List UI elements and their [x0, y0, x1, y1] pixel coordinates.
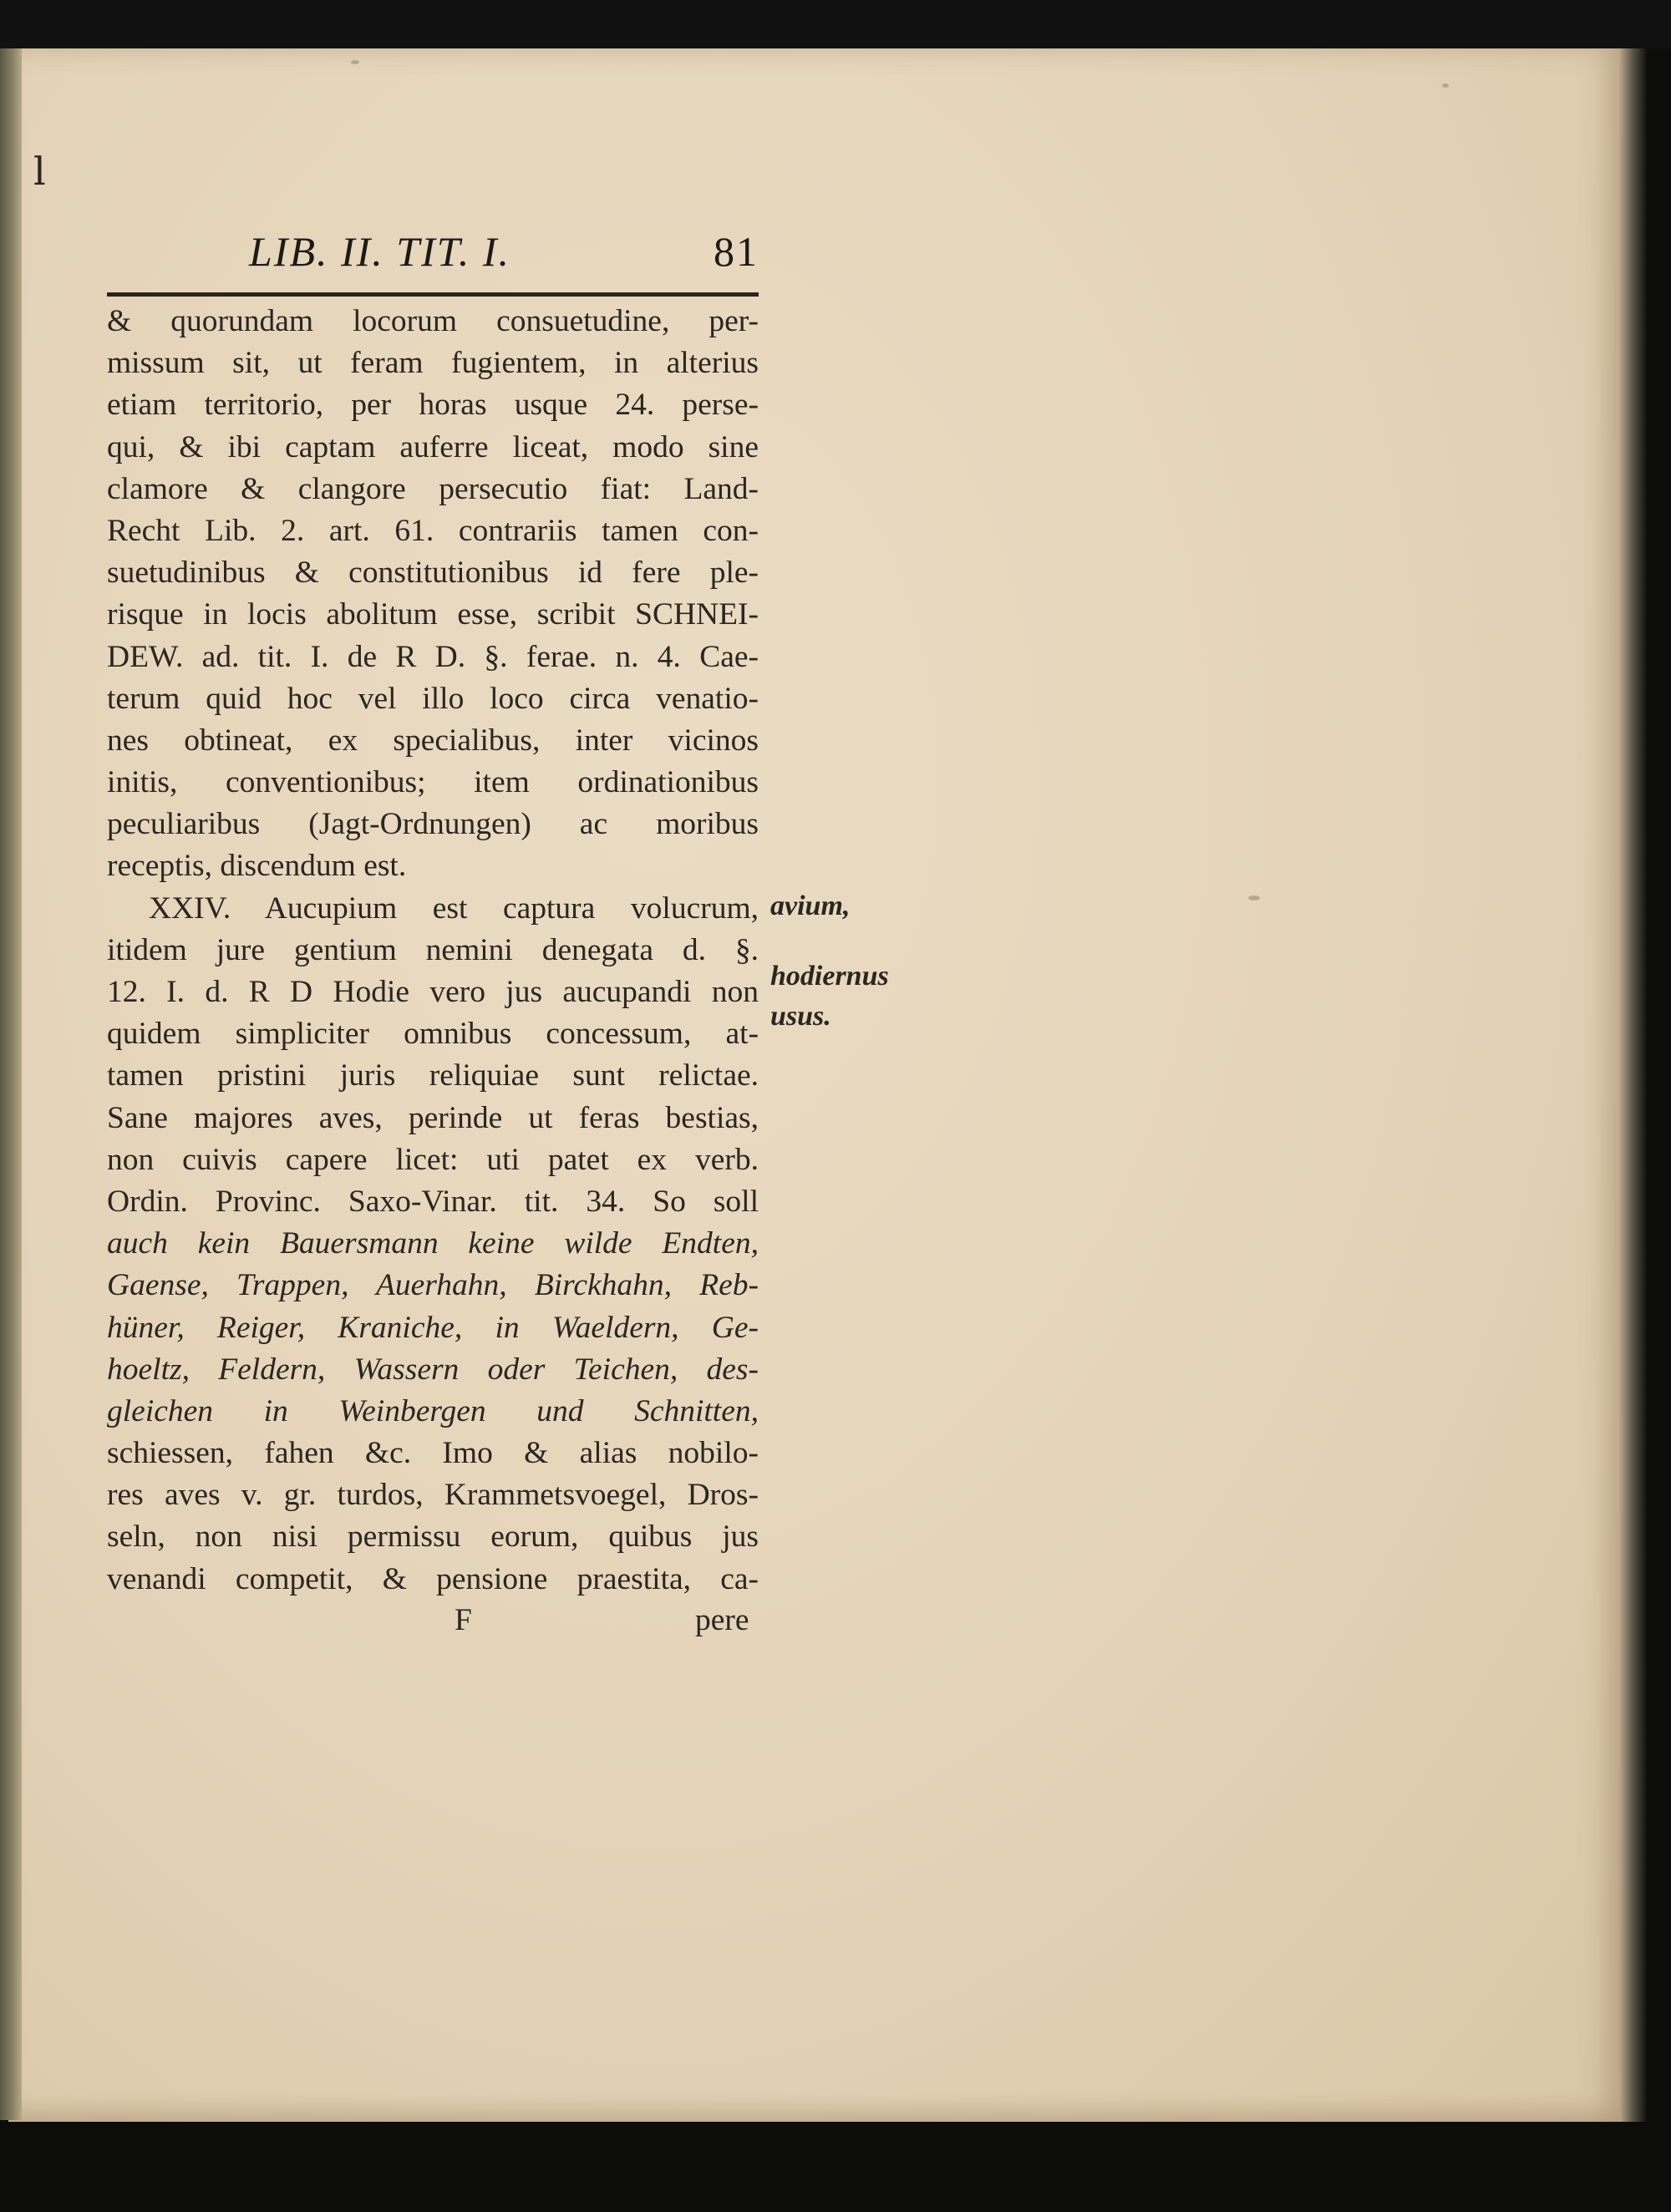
text-line: terum quid hoc vel illo loco circa venatio-	[107, 681, 759, 716]
text-line: suetudinibus & constitutionibus id fere ple-	[107, 556, 759, 591]
text-line: peculiaribus (Jagt-Ordnungen) ac moribus	[107, 807, 759, 842]
paper-speck	[1248, 895, 1260, 901]
text-line: risque in locis abolitum esse, scribit SCHNEI-	[107, 597, 759, 632]
marginal-note-usus: usus.	[770, 1001, 831, 1032]
paper-speck	[351, 60, 359, 64]
page-number: 81	[714, 228, 759, 275]
text-line: non cuivis capere licet: uti patet ex verb.	[107, 1142, 759, 1177]
text-line: clamore & clangore persecutio fiat: Land-	[107, 471, 759, 506]
running-title: LIB. II. TIT. I.	[249, 228, 511, 275]
text-line: tamen pristini juris reliquiae sunt relictae.	[107, 1058, 759, 1093]
text-line: seln, non nisi permissu eorum, quibus jus	[107, 1519, 759, 1555]
text-line: missum sit, ut feram fugientem, in alterius	[107, 346, 759, 381]
scan-border-bottom	[0, 2122, 1671, 2212]
text-line: itidem jure gentium nemini denegata d. §.	[107, 932, 759, 967]
running-header	[107, 227, 759, 279]
margin-mark: l	[33, 149, 46, 194]
text-line: etiam territorio, per horas usque 24. perse-	[107, 388, 759, 423]
text-line: Sane majores aves, perinde ut feras bestias,	[107, 1100, 759, 1135]
text-line: DEW. ad. tit. I. de R D. §. ferae. n. 4. Cae-	[107, 639, 759, 674]
german-quote-line: hoeltz, Feldern, Wassern oder Teichen, des-	[107, 1352, 759, 1387]
signature-mark: F	[455, 1603, 472, 1637]
text-line: initis, conventionibus; item ordinationibus	[107, 765, 759, 800]
page-binding-edge	[0, 48, 22, 2120]
paper-speck	[1442, 84, 1449, 88]
body-text	[107, 301, 759, 1601]
marginal-note-avium: avium,	[770, 890, 851, 921]
german-quote-line: auch kein Bauersmann keine wilde Endten,	[107, 1226, 759, 1261]
german-quote-line: Gaense, Trappen, Auerhahn, Birckhahn, Reb-	[107, 1268, 759, 1303]
text-line: & quorundam locorum consuetudine, per-	[107, 304, 759, 338]
header-rule	[107, 292, 759, 297]
text-line: Ordin. Provinc. Saxo-Vinar. tit. 34. So soll	[107, 1184, 759, 1219]
section-start-line: XXIV. Aucupium est captura volucrum,	[149, 890, 759, 926]
text-line: res aves v. gr. turdos, Krammetsvoegel, Dros-	[107, 1478, 759, 1513]
german-quote-line: gleichen in Weinbergen und Schnitten,	[107, 1393, 759, 1428]
page-right-edge	[1619, 48, 1671, 2122]
text-line: nes obtineat, ex specialibus, inter vicinos	[107, 723, 759, 758]
text-line: schiessen, fahen &c. Imo & alias nobilo-	[107, 1436, 759, 1471]
german-quote-line: hüner, Reiger, Kraniche, in Waeldern, Ge-	[107, 1310, 759, 1345]
scan-border-top	[0, 0, 1671, 48]
marginal-note-hodiernus: hodiernus	[770, 961, 889, 992]
text-line: 12. I. d. R D Hodie vero jus aucupandi non	[107, 975, 759, 1009]
text-line: receptis, discendum est.	[107, 849, 407, 884]
text-line: venandi competit, & pensione praestita, ca-	[107, 1561, 759, 1596]
text-line: quidem simpliciter omnibus concessum, at-	[107, 1017, 759, 1052]
text-line: Recht Lib. 2. art. 61. contrariis tamen con-	[107, 513, 759, 548]
text-line: qui, & ibi captam auferre liceat, modo sine	[107, 429, 759, 464]
catchword: pere	[695, 1603, 749, 1637]
